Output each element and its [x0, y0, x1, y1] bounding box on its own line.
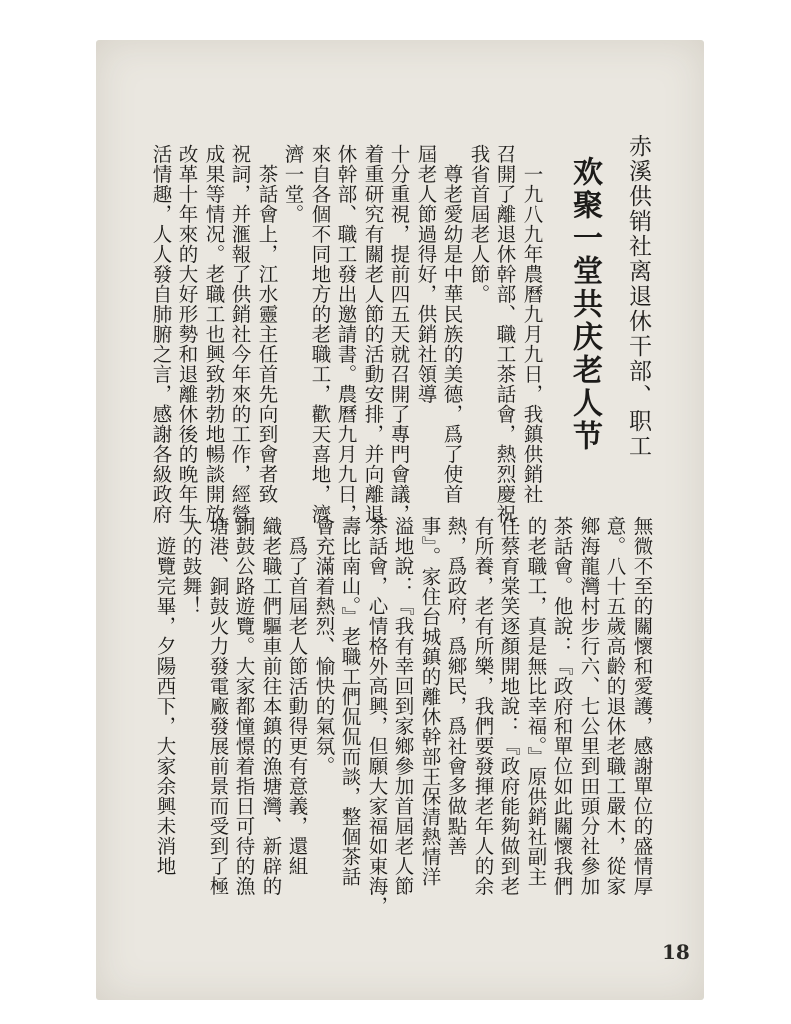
text-column: 我省首屆老人節。 [467, 144, 491, 304]
text-column: 十分重視，提前四五天就召開了專門會議， [387, 144, 411, 524]
text-column: 爲了首屆老人節活動得更有意義，還組 [285, 516, 309, 876]
text-column: 屆老人節過得好，供銷社領導 [414, 144, 438, 404]
text-column: 鄉海龍灣村步行六、七公里到田頭分社參加 [577, 516, 601, 896]
text-column: 大的鼓舞！ [179, 516, 203, 616]
text-column: 休幹部、職工發出邀請書。農曆九月九日， [334, 144, 358, 524]
text-column: 任蔡育棠笑逐顏開地說：『政府能夠做到老 [497, 516, 521, 896]
page-number: 18 [662, 940, 690, 964]
text-column: 召開了離退休幹部、職工茶話會，熱烈慶祝 [493, 144, 517, 524]
text-column: 着重研究有關老人節的活動安排，并向離退 [361, 144, 385, 524]
text-column: 無微不至的關懷和愛護，感謝單位的盛情厚 [630, 516, 654, 896]
text-column: 織老職工們驅車前往本鎮的漁塘灣、新辟的 [259, 516, 283, 896]
text-column: 活情趣，人人發自肺腑之言，感謝各級政府 [149, 144, 173, 524]
text-column: 一九八九年農曆九月九日，我鎮供銷社 [520, 144, 544, 504]
text-column: 有所養，老有所樂，我們要發揮老年人的余 [471, 516, 495, 896]
text-column: 來自各個不同地方的老職工，歡天喜地，濟 [308, 144, 332, 524]
text-column: 成果等情况。老職工也興致勃勃地暢談開放 [202, 144, 226, 524]
text-column: 茶話會。他說：『政府和單位如此關懷我們 [550, 516, 574, 896]
text-column: 意。八十五歲高齡的退休老職工嚴木，從家 [603, 516, 627, 896]
document-page [96, 40, 704, 1000]
text-column: 事』。家住台城鎮的離休幹部王保清熱情洋 [418, 516, 442, 887]
text-column: 銅鼓公路遊覽。大家都憧憬着指日可待的漁 [232, 516, 256, 896]
text-column: 的老職工，真是無比幸福。』原供銷社副主 [524, 516, 548, 887]
text-column: 會充滿着熱烈、愉快的氣氛。 [312, 516, 336, 776]
text-column: 熱，爲政府，爲鄉民，爲社會多做點善 [444, 516, 468, 856]
text-column: 尊老愛幼是中華民族的美德，爲了使首 [440, 144, 464, 504]
text-column: 茶話會，心情格外高興，但願大家福如東海， [365, 516, 389, 916]
text-column: 改革十年來的大好形勢和退離休後的晚年生 [175, 144, 199, 524]
article-title: 欢聚一堂共庆老人节 [567, 156, 602, 453]
text-column: 濟一堂。 [281, 144, 305, 224]
text-column: 茶話會上，江水靈主任首先向到會者致 [255, 144, 279, 504]
text-column: 祝詞，并滙報了供銷社今年來的工作，經營 [228, 144, 252, 524]
article-subtitle: 赤溪供销社离退休干部、职工 [625, 134, 651, 459]
text-column: 遊覽完畢，夕陽西下，大家余興未消地 [153, 516, 177, 876]
text-column: 溢地說：『我有幸回到家鄉參加首屆老人節 [391, 516, 415, 896]
text-column: 塘港、銅鼓火力發電廠發展前景而受到了極 [206, 516, 230, 896]
text-column: 壽比南山。』老職工們侃侃而談，整個茶話 [338, 516, 362, 887]
